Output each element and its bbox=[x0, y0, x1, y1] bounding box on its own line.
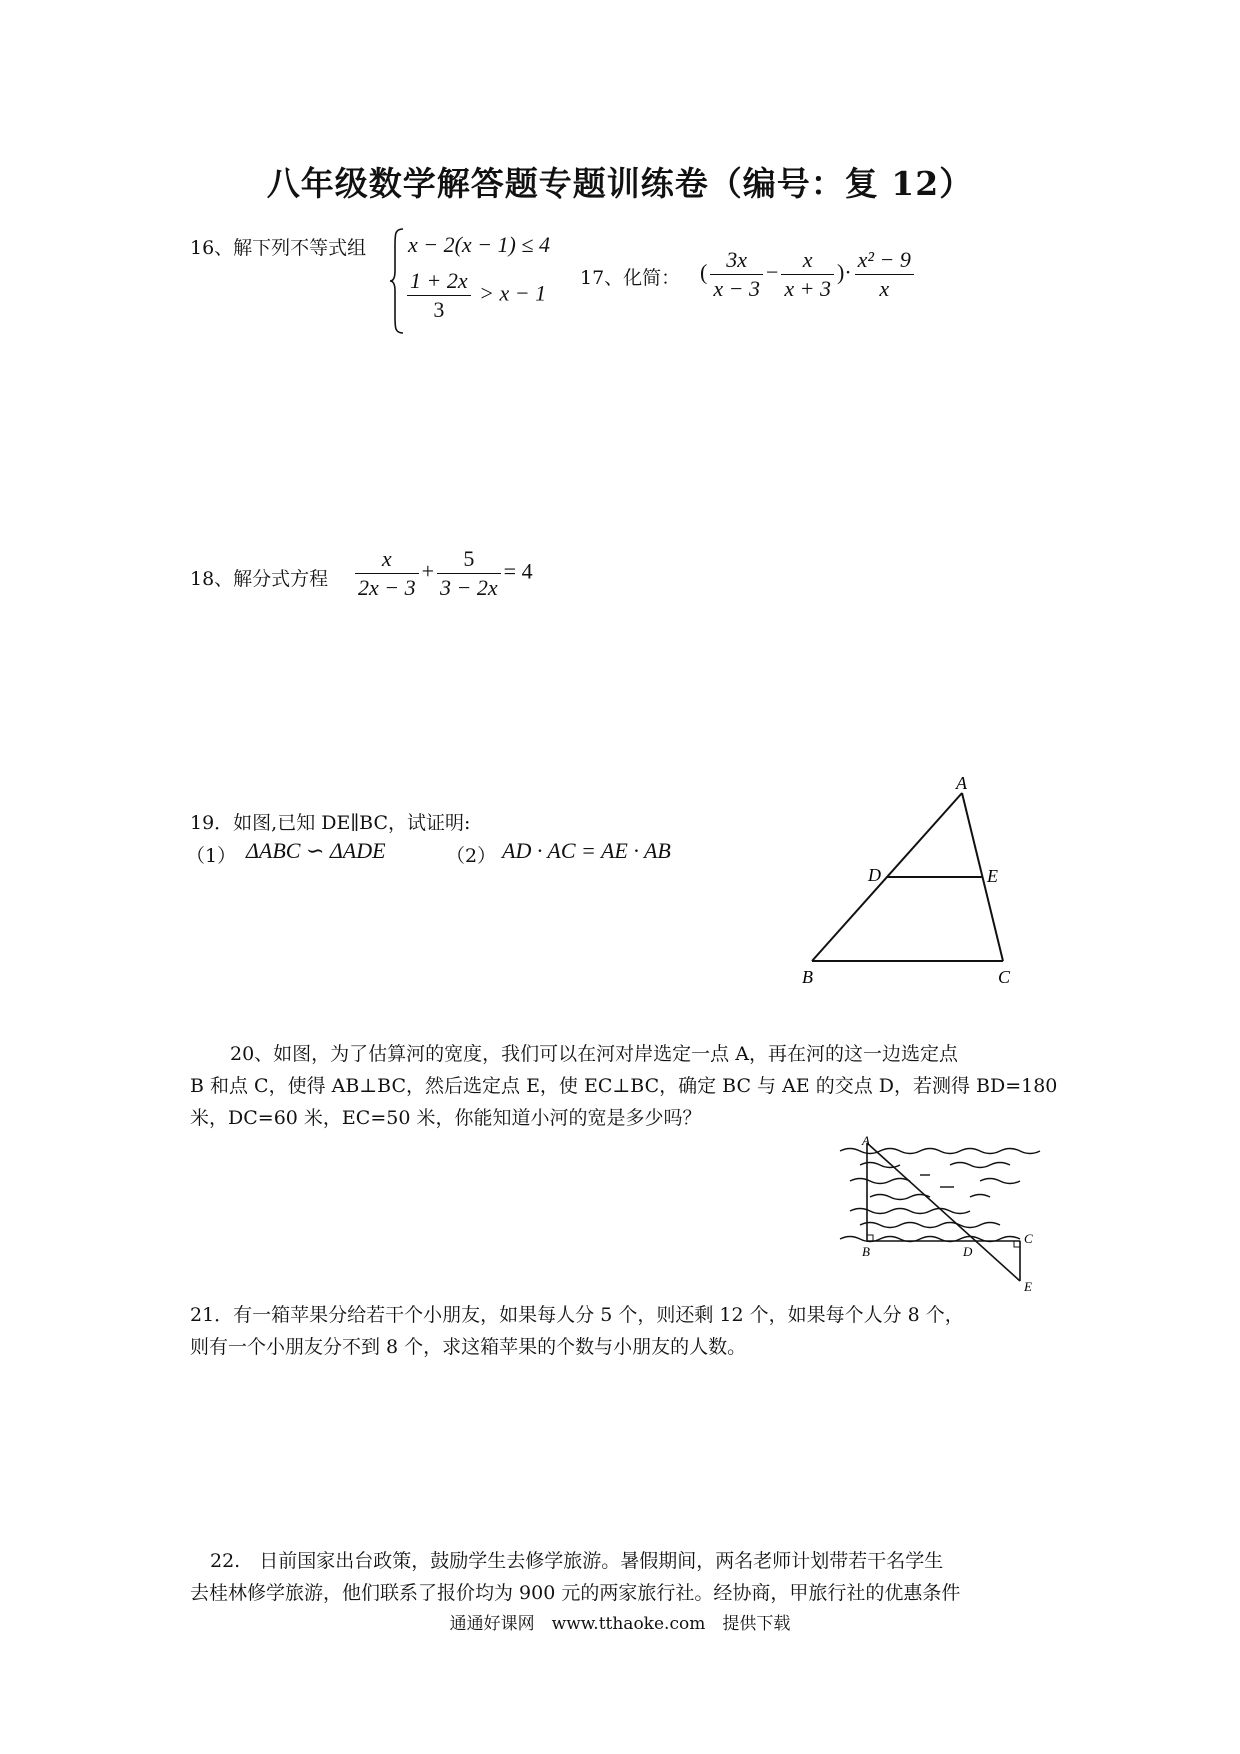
q21-line2: 则有一个小朋友分不到 8 个，求这箱苹果的个数与小朋友的人数。 bbox=[190, 1336, 747, 1358]
q19-triangle-figure bbox=[790, 775, 1030, 990]
q18-label: 18、解分式方程 bbox=[190, 568, 329, 590]
q17-f3-den: x bbox=[855, 274, 914, 303]
label-A: A bbox=[956, 775, 967, 793]
right-angle-C bbox=[1014, 1241, 1020, 1247]
q21-line1: 21．有一箱苹果分给若干个小朋友，如果每人分 5 个，则还剩 12 个，如果每个人分 8 个， bbox=[190, 1304, 964, 1326]
q22-line2: 去桂林修学旅游，他们联系了报价均为 900 元的两家旅行社。经协商，甲旅行社的优惠条件 bbox=[190, 1582, 961, 1604]
q19-part2-label: （2） bbox=[446, 845, 497, 867]
label-D: D bbox=[963, 1244, 973, 1259]
q16-frac-den: 3 bbox=[407, 295, 471, 324]
label-E: E bbox=[987, 866, 998, 886]
q19-part1-label: （1） bbox=[186, 845, 237, 867]
q16-rhs: > x − 1 bbox=[479, 280, 547, 306]
q19-part1: ΔABC ∽ ΔADE bbox=[246, 838, 386, 863]
label-B: B bbox=[862, 1244, 870, 1259]
q16-inequality-2 bbox=[404, 267, 546, 324]
label-C: C bbox=[998, 967, 1011, 987]
q17-f1-num: 3x bbox=[726, 247, 748, 272]
q19-part2: AD · AC = AE · AB bbox=[502, 838, 671, 863]
label-A: A bbox=[862, 1135, 870, 1148]
q17-f2-num: x bbox=[802, 247, 813, 272]
segment-AE bbox=[867, 1143, 1020, 1281]
q18-f1-den: 2x − 3 bbox=[355, 573, 419, 602]
q20-line1: 20、如图，为了估算河的宽度，我们可以在河对岸选定一点 A，再在河的这一边选定点 bbox=[230, 1043, 958, 1065]
q18-rhs: = 4 bbox=[503, 558, 533, 584]
q17-label: 17、化简： bbox=[580, 267, 681, 289]
q20-river-figure bbox=[830, 1135, 1050, 1295]
q16-inequality-1: x − 2(x − 1) ≤ 4 bbox=[408, 232, 550, 257]
label-C: C bbox=[1024, 1231, 1033, 1246]
q20-line3: 米，DC=60 米，EC=50 米，你能知道小河的宽是多少吗？ bbox=[190, 1107, 702, 1129]
label-E: E bbox=[1024, 1279, 1032, 1294]
q18-f2-num: 5 bbox=[463, 546, 475, 571]
q18-f1-num: x bbox=[381, 546, 392, 571]
footer: 通通好课网 www.tthaoke.com 提供下载 bbox=[449, 1614, 791, 1634]
q17-f2-den: x + 3 bbox=[781, 274, 834, 303]
q17-expression: ( $\frac{3x}{x - 3}$ − $\frac{x}{x + 3}$ )· $\frac{\text{x² − 9}}{x}$ bbox=[700, 246, 917, 303]
q19-statement: 19．如图,已知 DE∥BC，试证明: bbox=[190, 812, 471, 834]
q16-label: 16、解下列不等式组 bbox=[190, 237, 367, 259]
q18-f2-den: 3 − 2x bbox=[437, 573, 501, 602]
q16-frac-num: 1 + 2x bbox=[410, 268, 468, 293]
page-title: 八年级数学解答题专题训练卷（编号：复 12） bbox=[266, 164, 974, 203]
q18-equation: $\frac{x}{2x - 3}$ + $\frac{5}{3 - 2x}$ = 4 bbox=[352, 545, 533, 602]
label-B: B bbox=[802, 967, 813, 987]
q20-line2: B 和点 C，使得 AB⊥BC，然后选定点 E，使 EC⊥BC，确定 BC 与 AE 的交点 D，若测得 BD=180 bbox=[190, 1075, 1058, 1097]
q22-line1: 22. 日前国家出台政策，鼓励学生去修学旅游。暑假期间，两名老师计划带若干名学生 bbox=[210, 1550, 944, 1572]
label-D: D bbox=[868, 865, 881, 885]
q17-f3-num: x² − 9 bbox=[857, 247, 911, 272]
q17-f1-den: x − 3 bbox=[710, 274, 763, 303]
right-angle-B bbox=[867, 1235, 873, 1241]
